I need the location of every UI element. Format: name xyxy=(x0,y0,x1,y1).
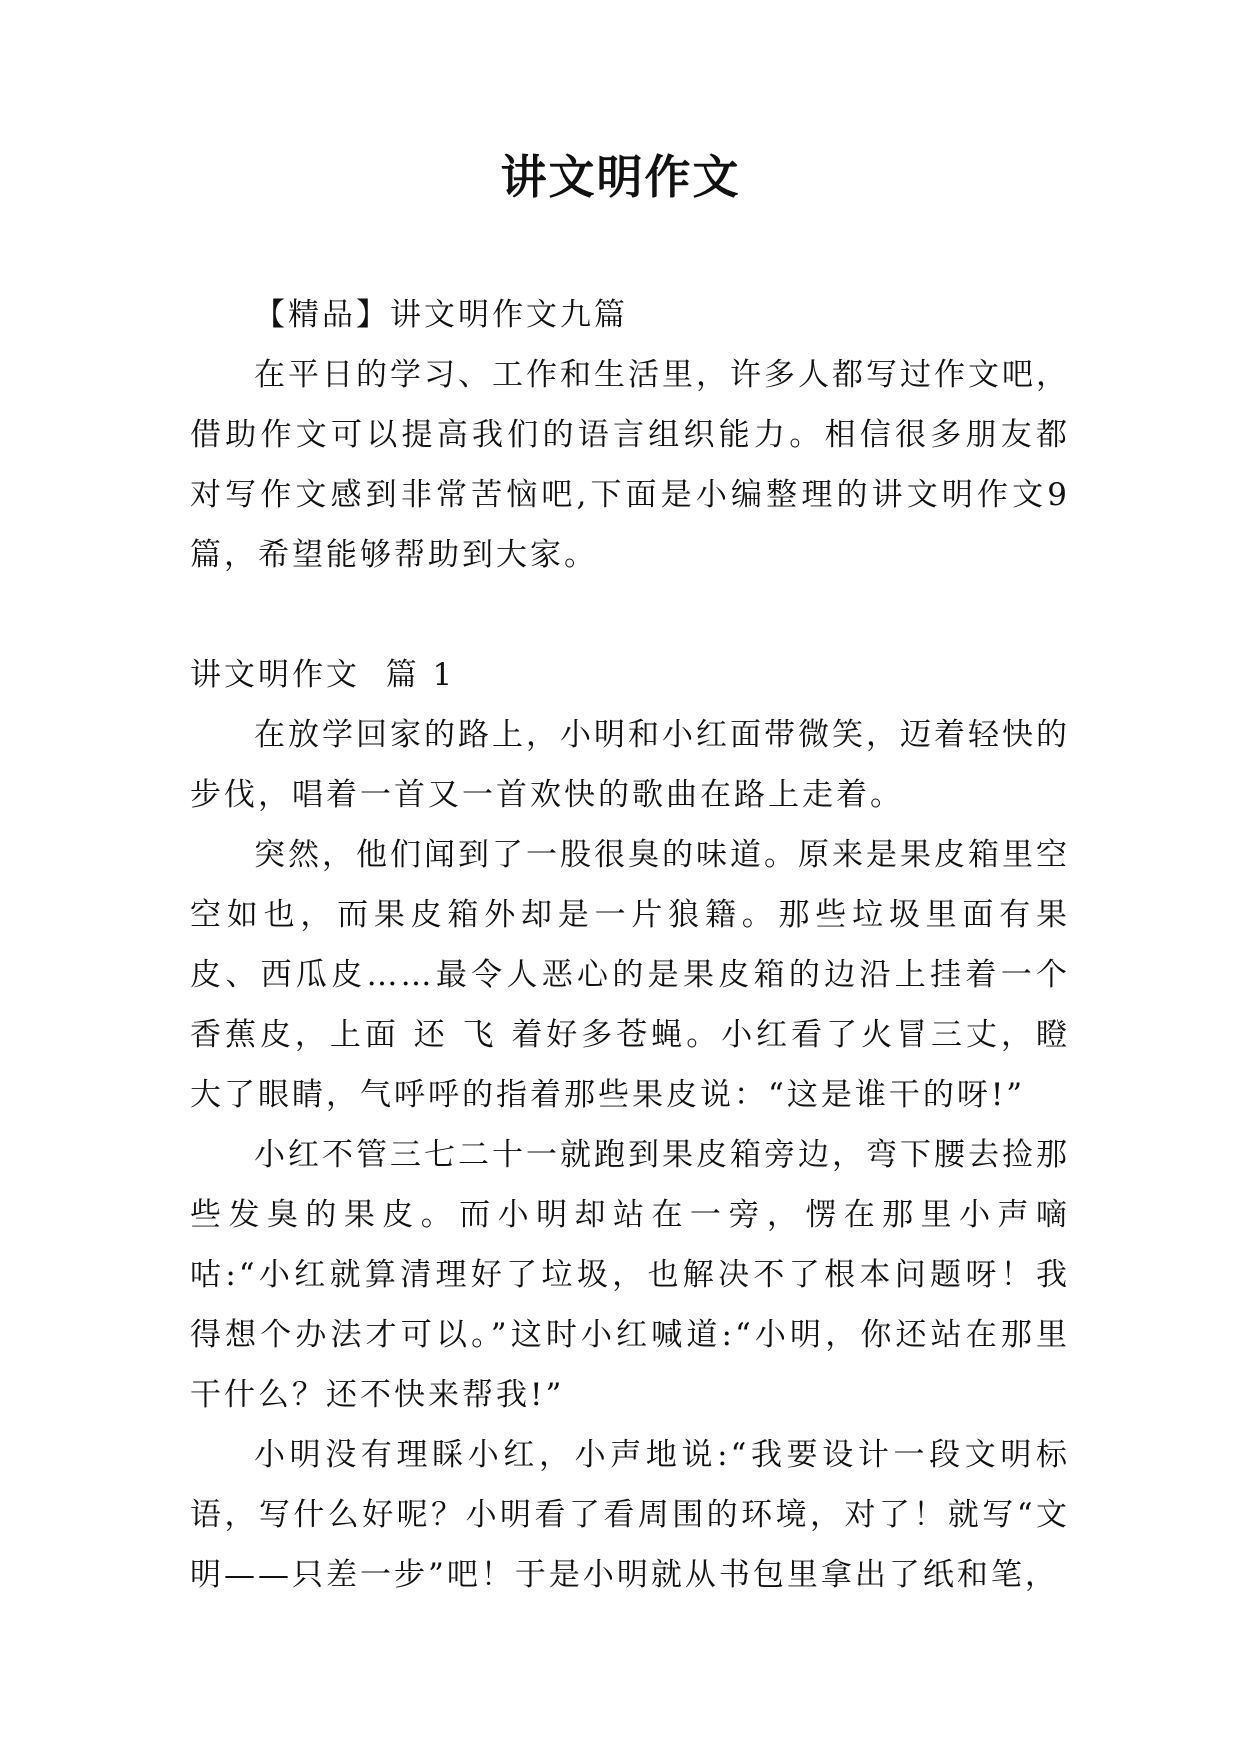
document-body xyxy=(190,285,1070,1605)
document-subtitle: 【精品】讲文明作文九篇 xyxy=(254,297,628,333)
section-heading: 讲文明作文 篇 1 xyxy=(190,657,456,693)
body-paragraph: 突然，他们闻到了一股很臭的味道。原来是果皮箱里空空如也，而果皮箱外却是一片狼籍。那些垃圾里面有果皮、西瓜皮……最令人恶心的是果皮箱的边沿上挂着一个香蕉皮，上面 还 飞 着好多苍蝇。小红看了火冒三丈，瞪大了眼睛，气呼呼的指着那些果皮说：“这是谁干的呀!” xyxy=(190,837,1070,1113)
body-paragraph: 在放学回家的路上，小明和小红面带微笑，迈着轻快的步伐，唱着一首又一首欢快的歌曲在路上走着。 xyxy=(190,717,1070,813)
body-paragraph: 小明没有理睬小红，小声地说:“我要设计一段文明标语，写什么好呢？小明看了看周围的环境，对了！就写“文明——只差一步”吧！于是小明就从书包里拿出了纸和笔， xyxy=(190,1437,1070,1593)
document-title: 讲文明作文 xyxy=(500,150,741,204)
body-paragraph: 小红不管三七二十一就跑到果皮箱旁边，弯下腰去捡那些发臭的果皮。而小明却站在一旁，愣在那里小声嘀咕:“小红就算清理好了垃圾，也解决不了根本问题呀！我得想个办法才可以。”这时小红喊道:“小明，你还站在那里干什么？还不快来帮我!” xyxy=(190,1137,1070,1413)
intro-paragraph: 在平日的学习、工作和生活里，许多人都写过作文吧，借助作文可以提高我们的语言组织能力。相信很多朋友都对写作文感到非常苦恼吧,下面是小编整理的讲文明作文9篇，希望能够帮助到大家。 xyxy=(190,357,1070,573)
